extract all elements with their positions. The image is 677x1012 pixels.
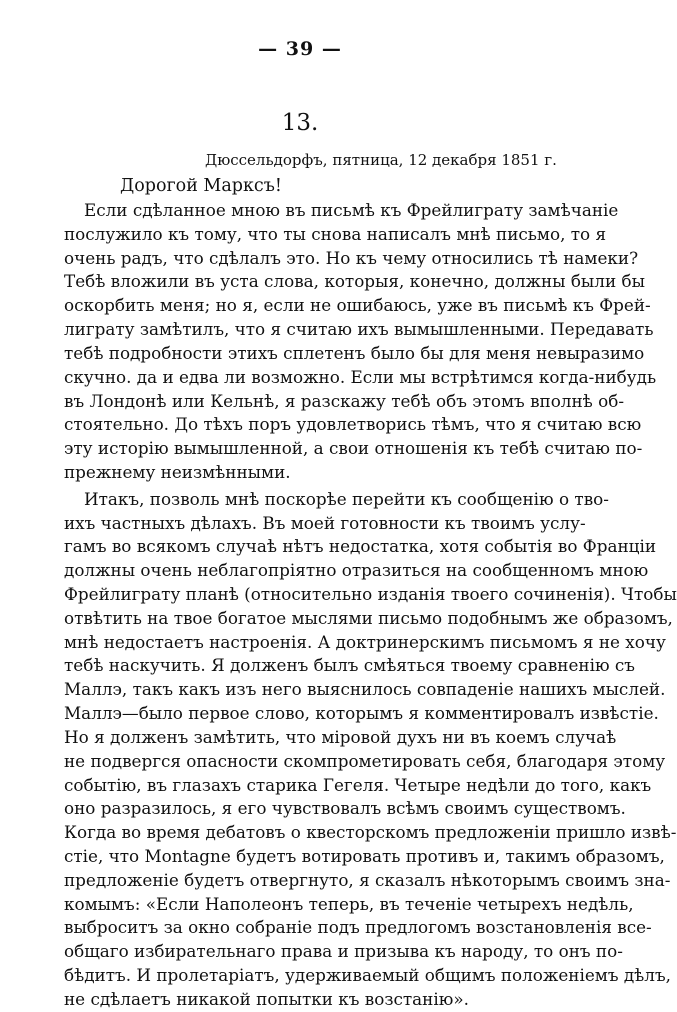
- text-line: комымъ: «Если Наполеонъ теперь, въ теченіе четырехъ недѣль,: [64, 893, 634, 914]
- paragraph: [64, 199, 657, 485]
- text-line: тебѣ подробности этихъ сплетенъ было бы для меня невыразимо: [64, 342, 645, 363]
- text-line: предложеніе будетъ отвергнуто, я сказалъ нѣкоторымъ своимъ зна-: [64, 869, 671, 890]
- text-line: въ Лондонѣ или Кельнѣ, я разскажу тебѣ объ этомъ вполнѣ об-: [64, 390, 624, 411]
- text-line: отвѣтить на твое богатое мыслями письмо подобнымъ же образомъ,: [64, 607, 673, 628]
- text-line: оскорбить меня; но я, если не ошибаюсь, уже въ письмѣ къ Фрей-: [64, 295, 651, 316]
- text-line: ихъ частныхъ дѣлахъ. Въ моей готовности къ твоимъ услу-: [64, 512, 586, 533]
- page-number: — 39 —: [258, 38, 342, 60]
- dateline: Дюссельдорфъ, пятница, 12 декабря 1851 г.: [205, 151, 557, 169]
- text-line: Итакъ, позволь мнѣ поскорѣе перейти къ сообщенію о тво-: [84, 488, 609, 509]
- text-line: гамъ во всякомъ случаѣ нѣтъ недостатка, хотя событія во Франціи: [64, 536, 656, 557]
- text-line: Если сдѣланное мною въ письмѣ къ Фрейлиграту замѣчаніе: [84, 200, 619, 220]
- text-line: бѣдитъ. И пролетаріатъ, удерживаемый общимъ положеніемъ дѣлъ,: [64, 965, 671, 985]
- text-line: прежнему неизмѣнными.: [64, 461, 291, 482]
- text-line: оно разразилось, я его чувствовалъ всѣмъ своимъ существомъ.: [64, 798, 626, 819]
- text-line: Маллэ—было первое слово, которымъ я комментировалъ извѣстіе.: [64, 703, 659, 724]
- text-line: не сдѣлаетъ никакой попытки къ возстанію».: [64, 988, 469, 1009]
- text-line: Тебѣ вложили въ уста слова, которыя, конечно, должны были бы: [64, 271, 645, 292]
- text-line: Но я долженъ замѣтить, что міровой духъ ни въ коемъ случаѣ: [64, 726, 617, 747]
- text-line: лиграту замѣтилъ, что я считаю ихъ вымышленными. Передавать: [64, 319, 654, 340]
- text-line: выброситъ за окно собраніе подъ предлогомъ возстановленія все-: [64, 917, 652, 938]
- text-line: стоятельно. До тѣхъ поръ удовлетворись тѣмъ, что я считаю всю: [64, 414, 642, 435]
- paragraph: [64, 488, 677, 1012]
- text-line: событію, въ глазахъ старика Гегеля. Четыре недѣли до того, какъ: [64, 774, 652, 795]
- text-line: не подвергся опасности скомпрометировать себя, благодаря этому: [64, 750, 666, 771]
- text-line: стіе, что Montagne будетъ вотировать противъ и, такимъ образомъ,: [64, 845, 665, 866]
- text-line: Когда во время дебатовъ о квесторскомъ предложеніи пришло извѣ-: [64, 822, 677, 843]
- text-line: общаго избирательнаго права и призыва къ народу, то онъ по-: [64, 941, 623, 962]
- text-line: очень радъ, что сдѣлалъ это. Но къ чему относились тѣ намеки?: [64, 247, 639, 268]
- text-line: эту исторію вымышленной, а свои отношенія къ тебѣ считаю по-: [64, 438, 643, 459]
- letter-body: [64, 199, 677, 1012]
- letter-number: 13.: [281, 110, 319, 136]
- text-line: тебѣ наскучить. Я долженъ былъ смѣяться твоему сравненію съ: [64, 655, 635, 676]
- salutation: Дорогой Марксъ!: [120, 176, 282, 196]
- text-line: послужило къ тому, что ты снова написалъ мнѣ письмо, то я: [64, 223, 607, 244]
- text-line: мнѣ недостаетъ настроенія. А доктринерскимъ письмомъ я не хочу: [64, 631, 666, 652]
- text-line: Фрейлиграту планѣ (относительно изданія твоего сочиненія). Чтобы: [64, 584, 677, 604]
- text-line: должны очень неблагопріятно отразиться на сообщенномъ мною: [64, 560, 649, 581]
- text-line: скучно. да и едва ли возможно. Если мы встрѣтимся когда-нибудь: [64, 366, 657, 387]
- text-line: Маллэ, такъ какъ изъ него выяснилось совпаденіе нашихъ мыслей.: [64, 679, 666, 700]
